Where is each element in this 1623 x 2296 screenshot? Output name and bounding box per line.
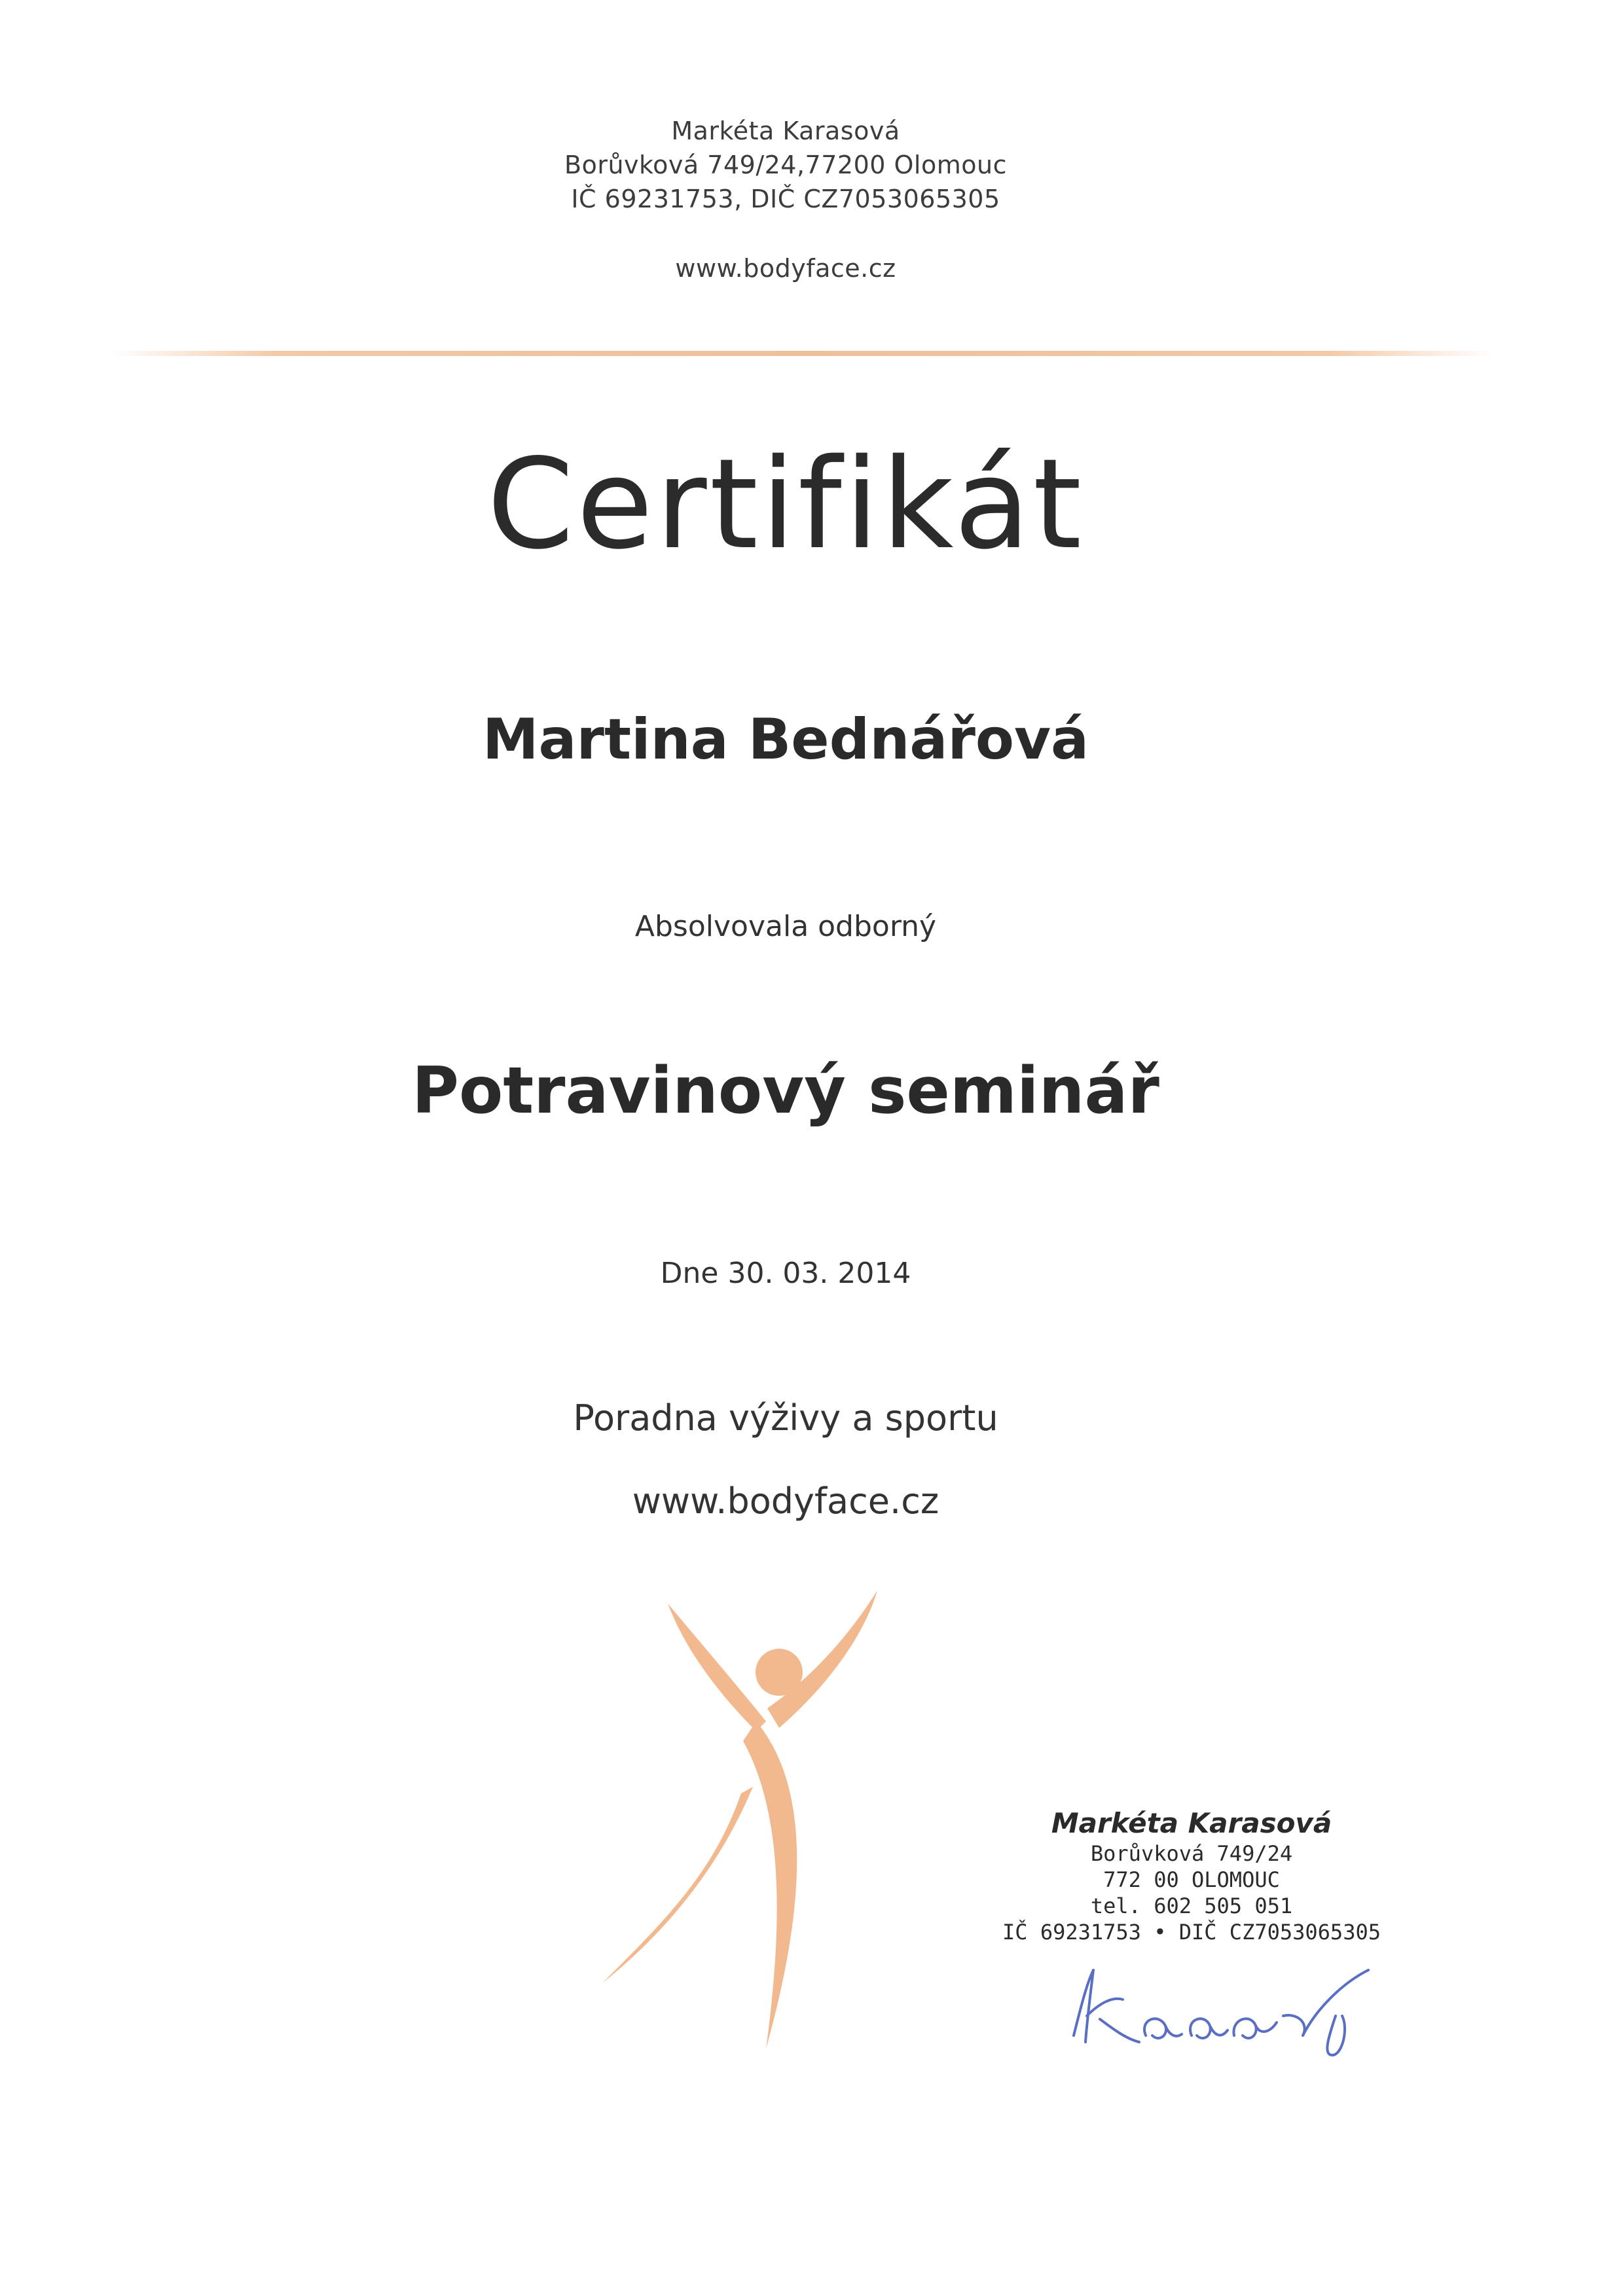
- stamp-ids: IČ 69231753 • DIČ CZ7053065305: [1002, 1920, 1381, 1945]
- course-name: Potravinový seminář: [412, 1054, 1159, 1128]
- issuer-name: Markéta Karasová: [671, 117, 900, 145]
- certificate-date: Dne 30. 03. 2014: [660, 1257, 911, 1290]
- stamp-city: 772 00 OLOMOUC: [1103, 1867, 1280, 1892]
- organization-name: Poradna výživy a sportu: [573, 1397, 998, 1439]
- completed-text: Absolvovala odborný: [634, 910, 937, 943]
- issuer-ids: IČ 69231753, DIČ CZ7053065305: [571, 185, 1000, 213]
- stamp-phone: tel. 602 505 051: [1090, 1893, 1293, 1918]
- company-stamp: [982, 1806, 1401, 1945]
- handwritten-signature-icon: [1061, 1957, 1401, 2062]
- header-divider: [111, 351, 1493, 356]
- recipient-name: Martina Bednářová: [482, 707, 1089, 772]
- stamp-street: Borůvková 749/24: [1090, 1841, 1293, 1866]
- issuer-address: Borůvková 749/24,77200 Olomouc: [564, 151, 1007, 179]
- jumping-figure-logo-icon: [589, 1590, 930, 2049]
- certificate-title: Certifikát: [486, 432, 1085, 577]
- organization-website: www.bodyface.cz: [632, 1480, 939, 1522]
- issuer-website: www.bodyface.cz: [675, 254, 896, 283]
- stamp-name: Markéta Karasová: [1051, 1807, 1332, 1839]
